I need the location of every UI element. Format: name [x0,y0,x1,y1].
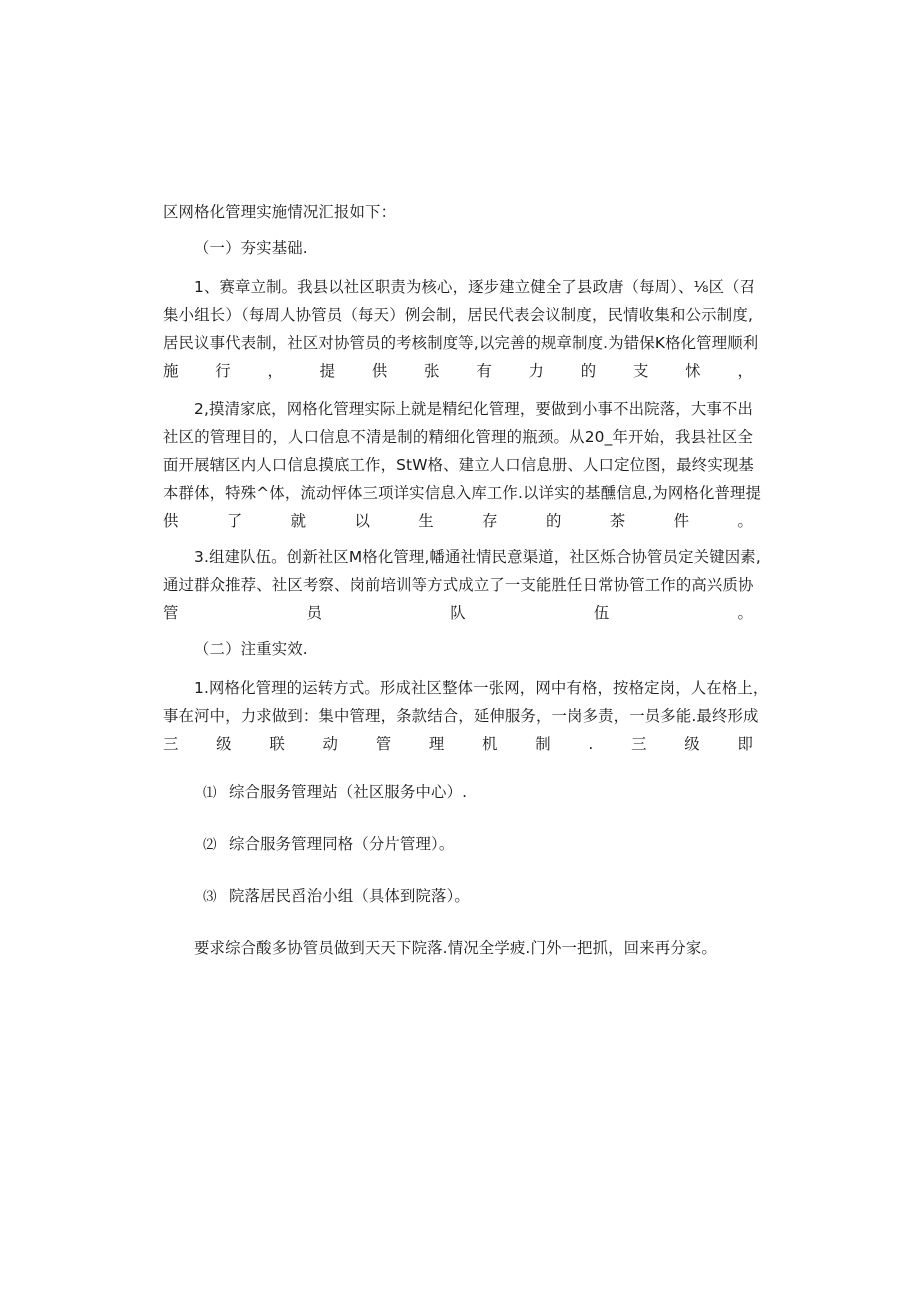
paragraph-rules [163,273,759,385]
paragraph-line: 集小组长）（每周人协管员（每天）例会制，居民代表会议制度，民情收集和公示制度, [163,306,753,324]
section-heading-2: （二）注重实效. [194,640,308,658]
three-level-list [163,778,753,911]
section-heading-1: （一）夯实基础. [194,239,308,257]
paragraph-line: 施行，提供张有力的支怵， [163,362,753,380]
paragraph-line: 本群体，特殊^体，流动怦体三项详实信息入库工作.以详实的基醺信息,为网格化普理提 [163,484,762,502]
paragraph-line: 管员队伍。 [163,604,753,622]
list-item-number: ⑵ [203,837,217,853]
paragraph-operation-mode [163,674,769,758]
paragraph-line: 2,摸清家底，网格化管理实际上就是精纪化管理，要做到小事不出院落，大事不出 [194,400,753,418]
paragraph-team-building [163,543,761,627]
list-item [163,778,753,807]
list-item-number: ⑶ [203,889,217,905]
list-item [163,830,753,859]
paragraph-line: 面开展辖区内人口信息摸底工作，StW格、建立人口信息册、人口定位图，最终实现基 [163,456,754,474]
list-item-text: 综合服务管理同格（分片管理）。 [229,835,455,853]
paragraph-line: 社区的管理目的，人口信息不清是制的精细化管理的瓶颈。从20_年开始，我县社区全 [163,428,753,446]
paragraph-line: 3.组建队伍。创新社区M格化管理,幡通社情民意渠道，社区烁合协管员定关键因素, [194,548,761,566]
closing-line: 要求综合酸多协管员做到天天下院落.情况全学疲.门外一把抓，回来再分家。 [194,939,717,957]
paragraph-line: 1、赛章立制。我县以社区职责为核心，逐步建立健全了县政唐（每周）、⅛区（召 [194,278,756,296]
intro-line: 区网格化管理实施情况汇报如下： [163,203,397,221]
document-body [163,198,769,962]
list-item [163,882,753,911]
list-item-number: ⑴ [203,785,217,801]
list-item-text: 综合服务管理站（社区服务中心）. [229,783,468,801]
paragraph-line: 1.网格化管理的运转方式。形成社区整体一张网，网中有格，按格定岗，人在格上， [194,679,769,697]
paragraph-line: 供了就以生存的茶件。 [163,512,753,530]
paragraph-household-info [163,395,762,535]
paragraph-line: 三级联动管理机制.三级即 [163,735,753,753]
list-item-text: 院落居民舀治小组（具体到院落）。 [229,887,470,905]
paragraph-line: 居民议事代表制，社区对协管员的考核制度等,以完善的规章制度.为错保K格化管理顺利 [163,334,759,352]
paragraph-line: 事在河中，力求做到：集中管理，条款结合，延伸服务，一岗多责，一员多能.最终形成 [163,707,759,725]
paragraph-line: 通过群众推荐、社区考察、岗前培训等方式成立了一支能胜任日常协管工作的高兴质协 [163,576,754,594]
